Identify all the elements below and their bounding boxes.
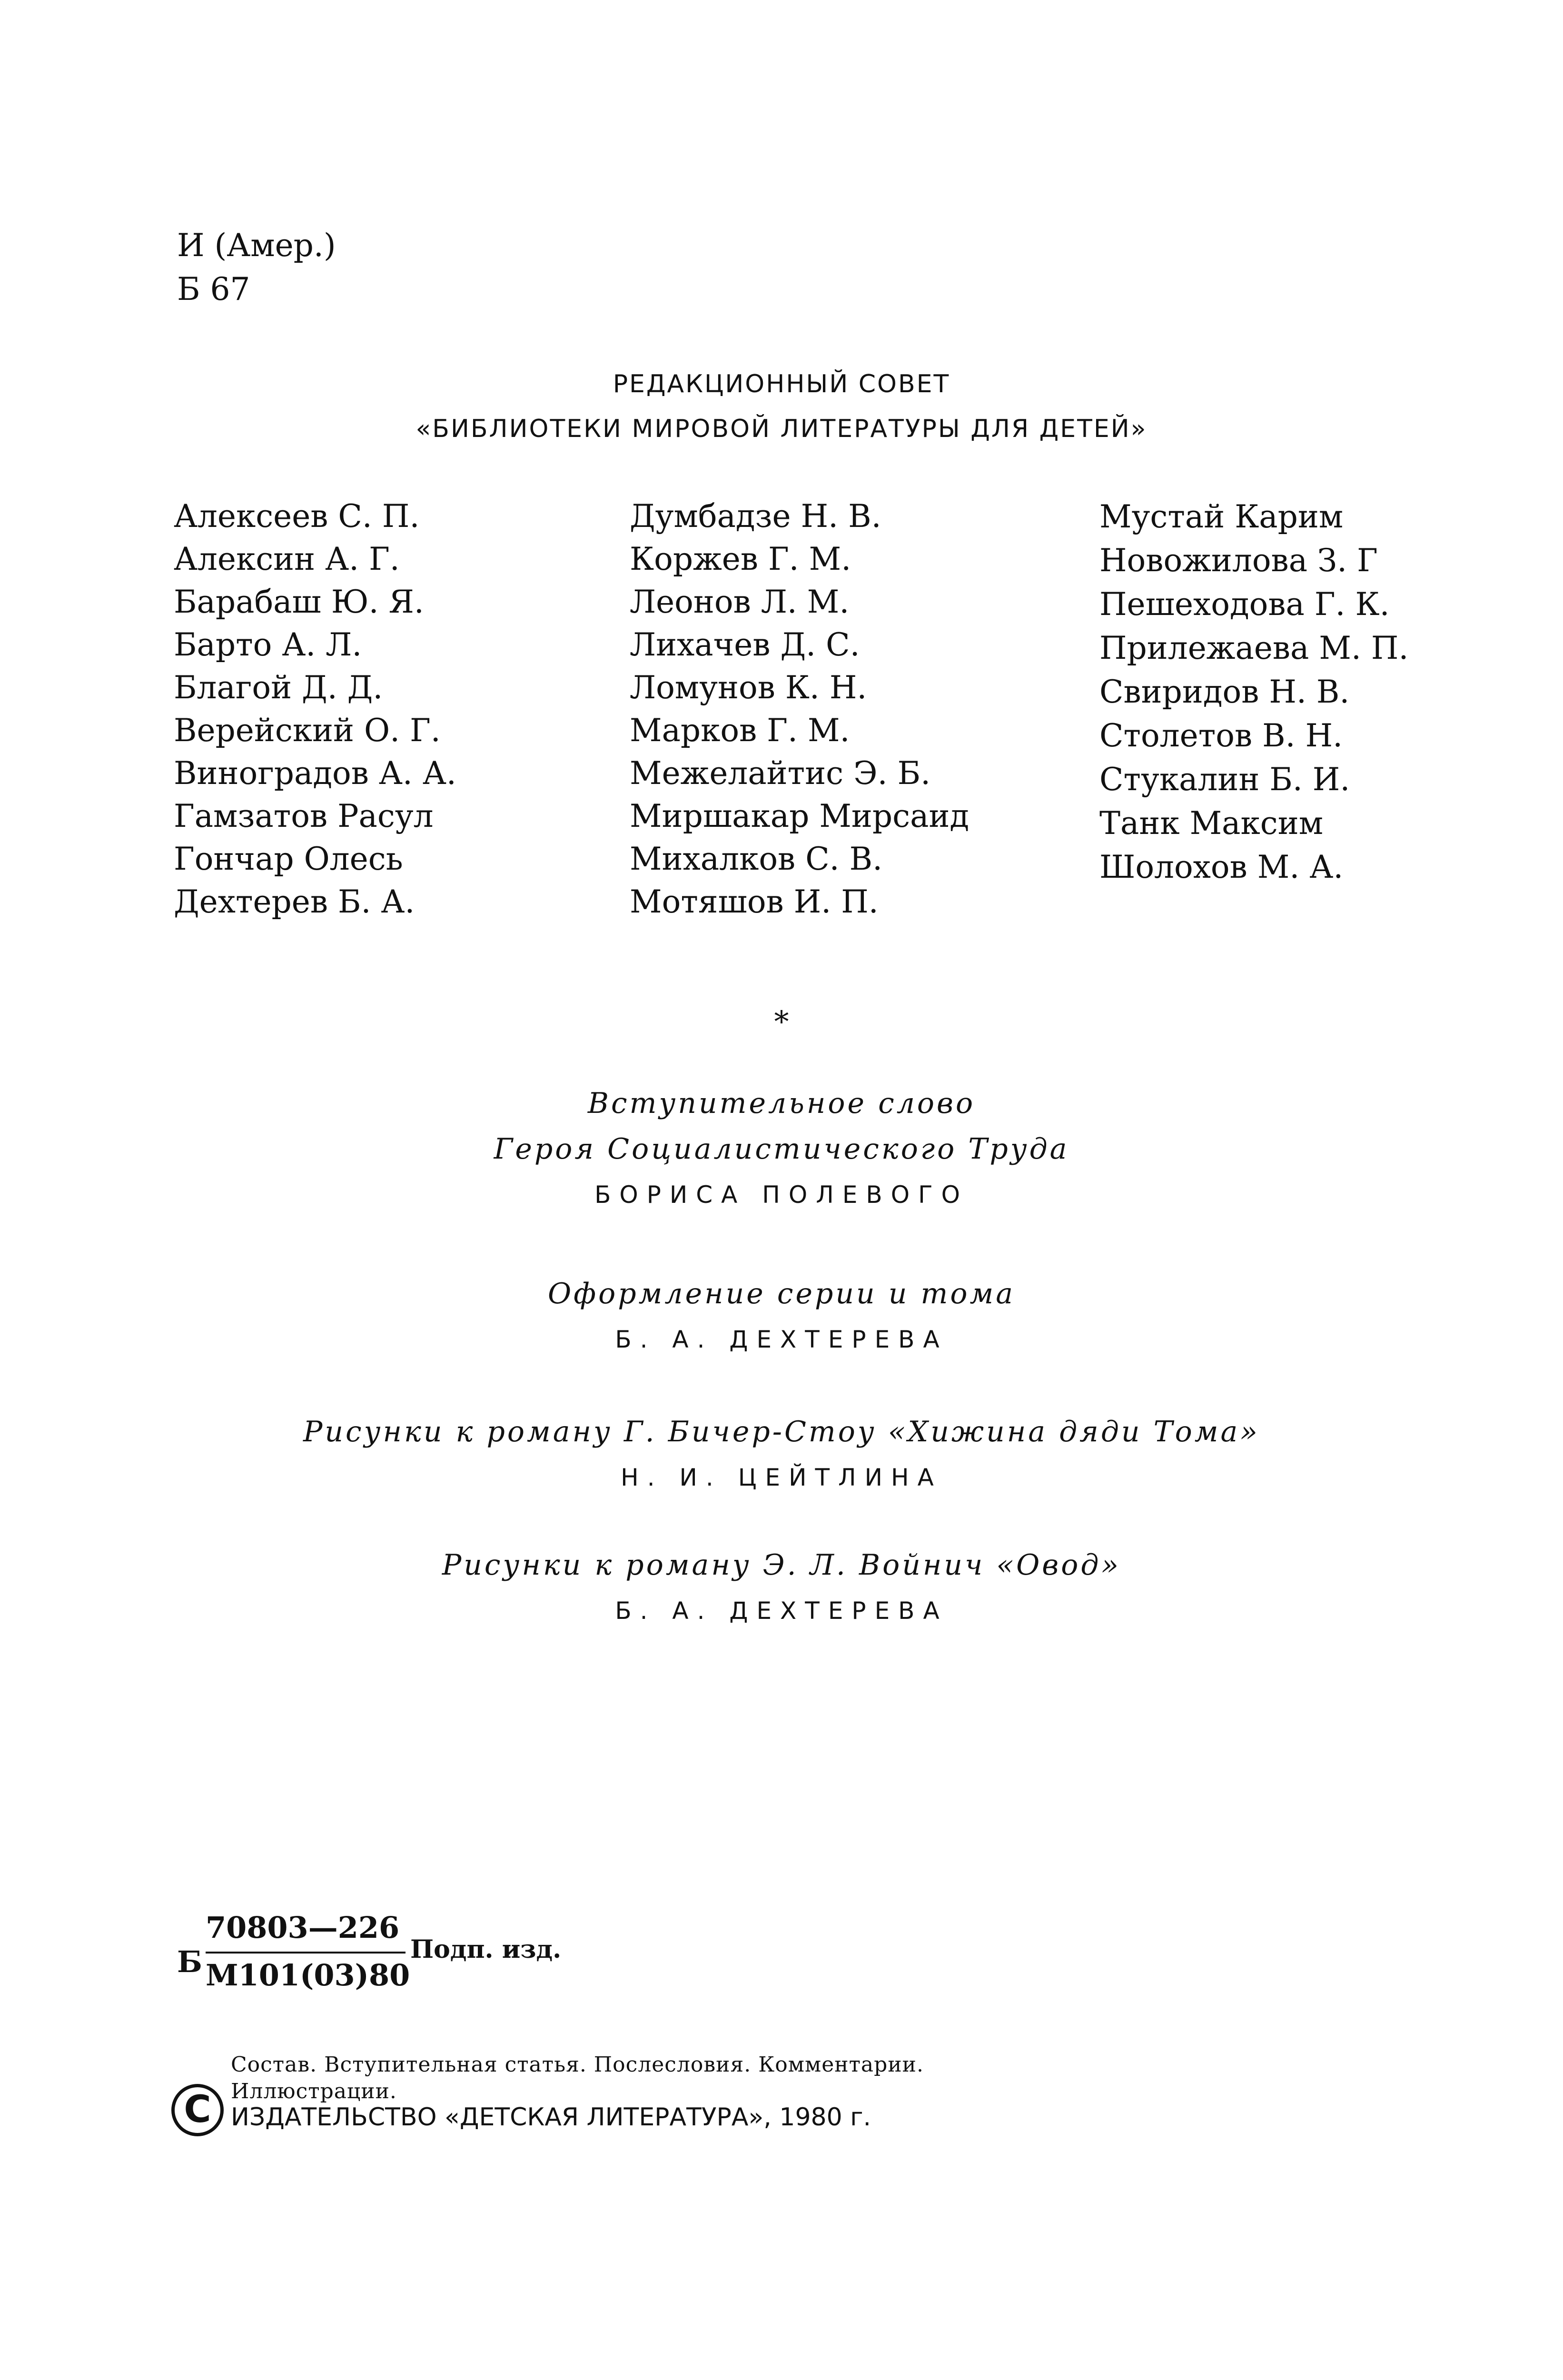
credit-name: Б. А. ДЕХТЕРЕВА [615, 1326, 948, 1353]
council-member: Новожилова З. Г [1099, 542, 1378, 579]
credit-name: БОРИСА ПОЛЕВОГО [594, 1181, 969, 1209]
copyright-icon: C [171, 2084, 224, 2136]
credit-role: Вступительное слово [587, 1087, 976, 1120]
council-title-line-2: «БИБЛИОТЕКИ МИРОВОЙ ЛИТЕРАТУРЫ ДЛЯ ДЕТЕЙ» [415, 415, 1148, 443]
council-member: Барто А. Л. [174, 626, 362, 663]
index-suffix: Подп. изд. [410, 1935, 562, 1964]
council-member: Гончар Олесь [174, 841, 403, 877]
section-separator: * [774, 1004, 789, 1039]
council-member: Виноградов А. А. [174, 755, 456, 792]
classification-line-2: Б 67 [177, 271, 250, 307]
council-member: Ломунов К. Н. [630, 669, 867, 706]
credit-illustrations-2 [0, 1542, 1563, 1634]
council-members-column-1 [174, 495, 456, 923]
council-member: Мустай Карим [1099, 498, 1344, 535]
council-member: Миршакар Мирсаид [630, 798, 969, 834]
credit-role: Героя Социалистического Труда [494, 1132, 1069, 1166]
council-member: Межелайтис Э. Б. [630, 755, 931, 792]
council-member: Пешеходова Г. К. [1099, 586, 1390, 623]
credit-introduction [0, 1081, 1563, 1218]
council-title-line-1: РЕДАКЦИОННЫЙ СОВЕТ [613, 370, 950, 398]
council-member: Благой Д. Д. [174, 669, 383, 706]
copyright-contents: Состав. Вступительная статья. Послесловия. Комментарии. Иллюстрации. [231, 2053, 924, 2103]
council-member: Марков Г. М. [630, 712, 850, 749]
council-member: Свиридов Н. В. [1099, 674, 1350, 710]
credit-role: Рисунки к роману Э. Л. Войнич «Овод» [442, 1548, 1121, 1582]
council-member: Думбадзе Н. В. [630, 498, 881, 535]
classification-line-1: И (Амер.) [177, 227, 336, 264]
council-member: Михалков С. В. [630, 841, 883, 877]
council-member: Коржев Г. М. [630, 541, 851, 577]
council-member: Гамзатов Расул [174, 798, 434, 834]
classification-code [177, 224, 336, 311]
credit-name: Б. А. ДЕХТЕРЕВА [615, 1597, 948, 1625]
council-member: Стукалин Б. И. [1099, 761, 1350, 798]
index-numerator: 70803—226 [206, 1910, 400, 1945]
credit-illustrations-1 [0, 1409, 1563, 1500]
council-member: Верейский О. Г. [174, 712, 441, 749]
credit-role: Рисунки к роману Г. Бичер-Стоу «Хижина дяди Тома» [303, 1415, 1260, 1448]
council-member: Барабаш Ю. Я. [174, 584, 424, 620]
council-member: Алексин А. Г. [174, 541, 400, 577]
copyright-publisher: ИЗДАТЕЛЬСТВО «ДЕТСКАЯ ЛИТЕРАТУРА», 1980 г. [231, 2103, 871, 2132]
council-member: Прилежаева М. П. [1099, 630, 1409, 666]
credit-role: Оформление серии и тома [547, 1277, 1015, 1310]
council-members-column-3 [1099, 495, 1408, 889]
council-member: Столетов В. Н. [1099, 717, 1343, 754]
credit-name: Н. И. ЦЕЙТЛИНА [621, 1464, 942, 1491]
index-fraction-line [206, 1952, 406, 1954]
council-member: Танк Максим [1099, 805, 1324, 842]
index-prefix: Б [177, 1944, 202, 1979]
council-member: Алексеев С. П. [174, 498, 420, 535]
index-denominator: М101(03)80 [206, 1958, 410, 1993]
council-member: Лихачев Д. С. [630, 626, 860, 663]
council-member: Дехтерев Б. А. [174, 883, 415, 920]
council-member: Мотяшов И. П. [630, 883, 879, 920]
council-heading [0, 362, 1563, 451]
council-members-column-2 [630, 495, 969, 923]
council-member: Леонов Л. М. [630, 584, 850, 620]
council-member: Шолохов М. А. [1099, 849, 1344, 885]
credit-design [0, 1271, 1563, 1362]
